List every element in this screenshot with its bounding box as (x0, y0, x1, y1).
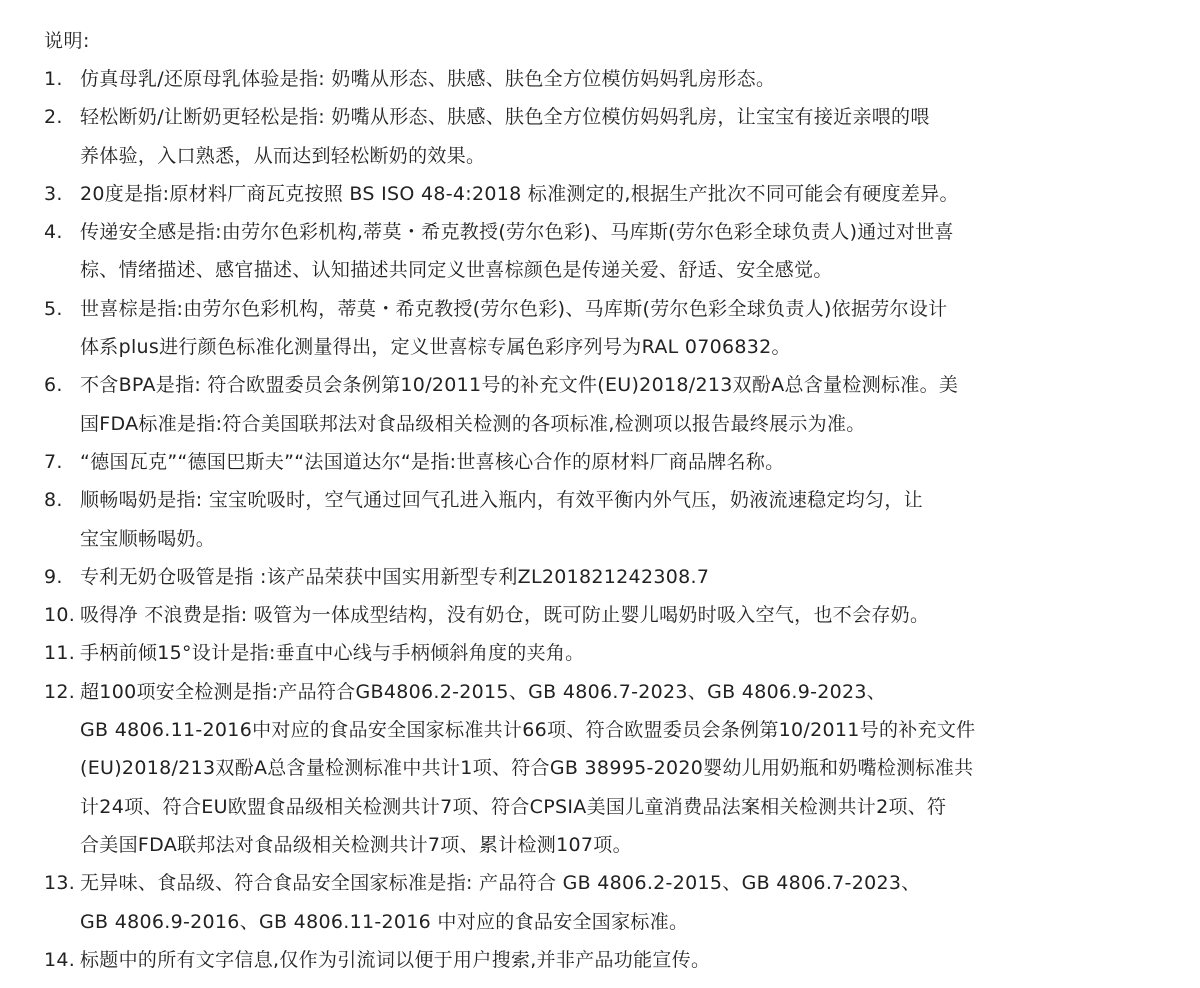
note-text-line: 吸得净 不浪费是指: 吸管为一体成型结构，没有奶仓，既可防止婴儿喝奶时吸入空气，也不会存奶。 (80, 604, 930, 627)
note-number: 4. (44, 221, 63, 244)
note-text-line: “德国瓦克”“德国巴斯夫”“法国道达尔“是指:世喜核心合作的原材料厂商品牌名称。 (80, 450, 785, 473)
note-text-line: 标题中的所有文字信息,仅作为引流词以便于用户搜索,并非产品功能宣传。 (80, 948, 711, 971)
note-text-line: 世喜棕是指:由劳尔色彩机构，蒂莫・希克教授(劳尔色彩)、马库斯(劳尔色彩全球负责人)依据劳尔设计 (80, 297, 948, 320)
disclaimer-document (44, 22, 1184, 979)
note-item (44, 673, 1184, 864)
note-item (44, 213, 1184, 290)
note-number: 10. (44, 604, 76, 627)
note-text-line: GB 4806.11-2016中对应的食品安全国家标准共计66项、符合欧盟委员会条例第10/2011号的补充文件 (80, 719, 976, 742)
note-text-line: 无异味、食品级、符合食品安全国家标准是指: 产品符合 GB 4806.2-2015、GB 4806.7-2023、 (80, 872, 921, 895)
note-item (44, 864, 1184, 941)
note-text-line: 合美国FDA联邦法对食品级相关检测共计7项、累计检测107项。 (80, 833, 632, 856)
note-number: 3. (44, 182, 63, 205)
note-text-line: 计24项、符合EU欧盟食品级相关检测共计7项、符合CPSIA美国儿童消费品法案相关检测共计2项、符 (80, 795, 947, 818)
note-number: 12. (44, 680, 76, 703)
note-item (44, 558, 1184, 596)
note-text-line: 顺畅喝奶是指: 宝宝吮吸时，空气通过回气孔进入瓶内，有效平衡内外气压，奶液流速稳定均匀，让 (80, 489, 923, 512)
note-number: 11. (44, 642, 76, 665)
note-text-line: 国FDA标准是指:符合美国联邦法对食品级相关检测的各项标准,检测项以报告最终展示为准。 (80, 412, 866, 435)
note-text-line: 不含BPA是指: 符合欧盟委员会条例第10/2011号的补充文件(EU)2018/213双酚A总含量检测标准。美 (80, 374, 959, 397)
note-item (44, 98, 1184, 175)
note-item (44, 175, 1184, 213)
note-number: 13. (44, 872, 76, 895)
note-item (44, 60, 1184, 98)
note-number: 7. (44, 450, 63, 473)
note-text-line: 20度是指:原材料厂商瓦克按照 BS ISO 48-4:2018 标准测定的,根据生产批次不同可能会有硬度差异。 (80, 182, 959, 205)
note-text-line: 养体验，入口熟悉，从而达到轻松断奶的效果。 (80, 144, 486, 167)
note-text-line: 手柄前倾15°设计是指:垂直中心线与手柄倾斜角度的夹角。 (80, 642, 585, 665)
note-item (44, 290, 1184, 367)
note-text-line: (EU)2018/213双酚A总含量检测标准中共计1项、符合GB 38995-2020婴幼儿用奶瓶和奶嘴检测标准共 (80, 757, 974, 780)
note-number: 8. (44, 489, 63, 512)
note-number: 1. (44, 68, 63, 90)
note-number: 9. (44, 565, 63, 588)
note-text-line: GB 4806.9-2016、GB 4806.11-2016 中对应的食品安全国家标准。 (80, 910, 689, 933)
note-text-line: 传递安全感是指:由劳尔色彩机构,蒂莫・希克教授(劳尔色彩)、马库斯(劳尔色彩全球负责人)通过对世喜 (80, 221, 954, 244)
note-item (44, 596, 1184, 634)
notes-list (44, 60, 1184, 979)
note-number: 14. (44, 948, 76, 971)
note-item (44, 366, 1184, 443)
note-text-line: 轻松断奶/让断奶更轻松是指: 奶嘴从形态、肤感、肤色全方位模仿妈妈乳房，让宝宝有接近亲喂的喂 (80, 106, 930, 129)
note-text-line: 体系plus进行颜色标准化测量得出，定义世喜棕专属色彩序列号为RAL 0706832。 (80, 336, 791, 359)
note-text-line: 仿真母乳/还原母乳体验是指: 奶嘴从形态、肤感、肤色全方位模仿妈妈乳房形态。 (80, 68, 776, 90)
note-text-line: 专利无奶仓吸管是指 :该产品荣获中国实用新型专利ZL201821242308.7 (80, 565, 710, 588)
note-number: 6. (44, 374, 63, 397)
note-text-line: 宝宝顺畅喝奶。 (80, 527, 216, 550)
note-number: 5. (44, 297, 63, 320)
document-heading: 说明: (44, 30, 90, 52)
note-text-line: 棕、情绪描述、感官描述、认知描述共同定义世喜棕颜色是传递关爱、舒适、安全感觉。 (80, 259, 833, 282)
note-item (44, 481, 1184, 558)
note-number: 2. (44, 106, 63, 129)
note-item (44, 941, 1184, 979)
note-item (44, 443, 1184, 481)
note-text-line: 超100项安全检测是指:产品符合GB4806.2-2015、GB 4806.7-2023、GB 4806.9-2023、 (80, 680, 887, 703)
note-item (44, 634, 1184, 672)
